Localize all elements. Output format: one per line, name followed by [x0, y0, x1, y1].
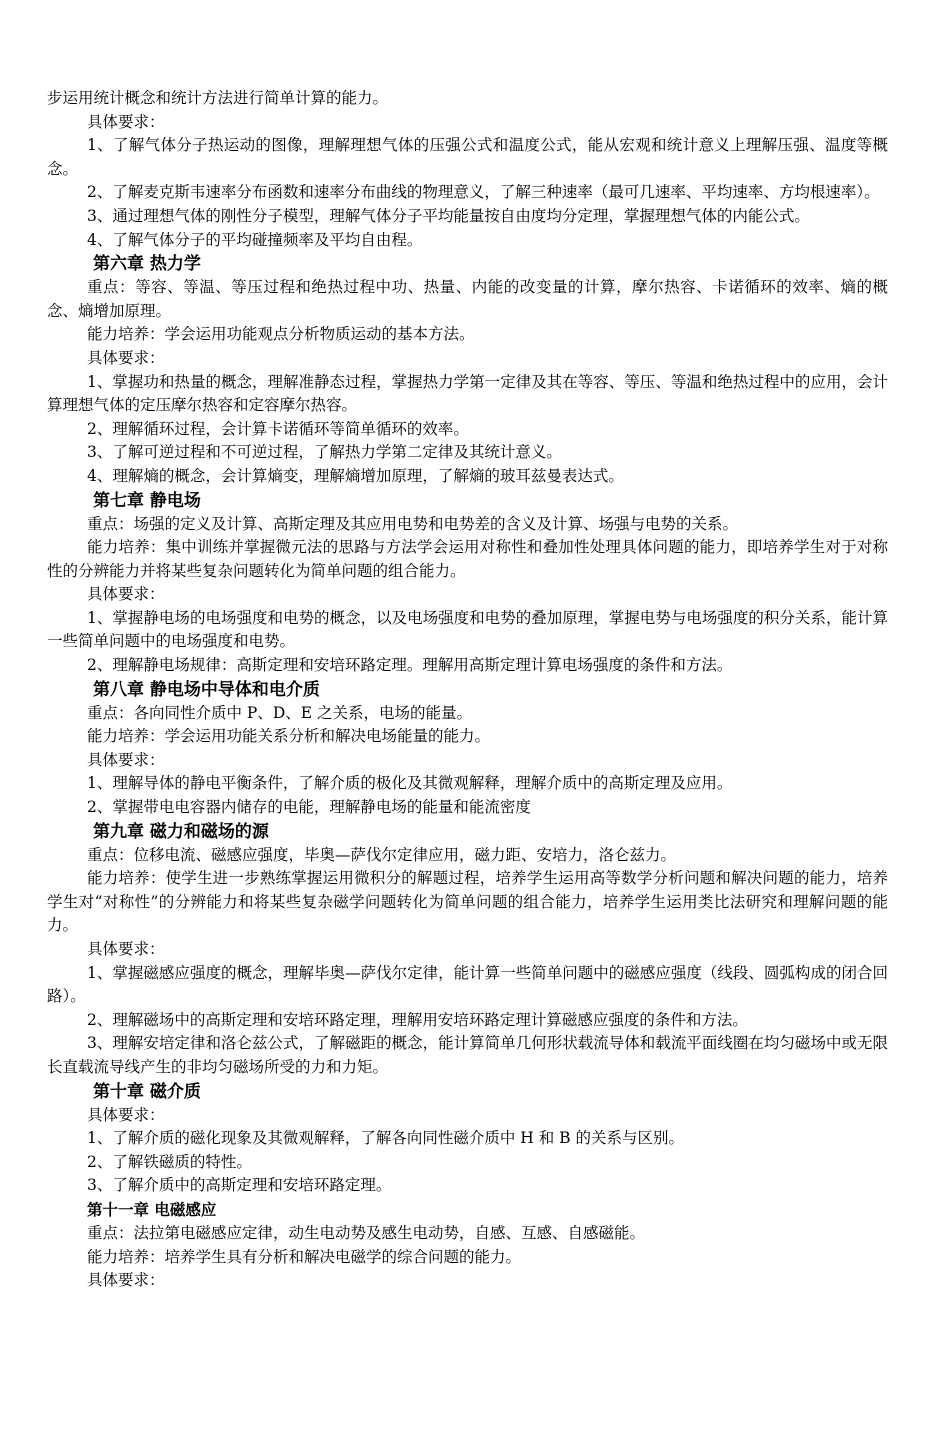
ch8-item-1: 1、理解导体的静电平衡条件，了解介质的极化及其微观解释，理解介质中的高斯定理及应用。: [87, 774, 733, 793]
ch11-key-points: 重点：法拉第电磁感应定律，动生电动势及感生电动势，自感、互感、自感磁能。: [87, 1223, 646, 1242]
ch7-ability: 能力培养：集中训练并掌握微元法的思路与方法学会运用对称性和叠加性处理具体问题的能力，即培养学生对于对称性的分辨能力并将某些复杂问题转化为简单问题的组合能力。: [47, 538, 888, 580]
ch5-item-1: 1、了解气体分子热运动的图像，理解理想气体的压强公式和温度公式，能从宏观和统计意义上理解压强、温度等概念。: [47, 136, 888, 178]
ch6-item-4: 4、理解熵的概念，会计算熵变，理解熵增加原理，了解熵的玻耳兹曼表达式。: [87, 466, 624, 485]
ch10-title: 第十章 磁介质: [93, 1081, 201, 1102]
ch9-item-3: 3、理解安培定律和洛仑兹公式，了解磁距的概念，能计算简单几何形状载流导体和载流平面线圈在均匀磁场中或无限长直载流导线产生的非均匀磁场所受的力和力矩。: [47, 1034, 888, 1076]
ch11-title: 第十一章 电磁感应: [87, 1200, 217, 1219]
ch10-requirements-label: 具体要求：: [87, 1105, 165, 1124]
ch9-key-points: 重点：位移电流、磁感应强度，毕奥—萨伐尔定律应用，磁力距、安培力，洛仑兹力。: [87, 845, 677, 864]
ch5-requirements-label: 具体要求：: [87, 112, 165, 131]
ch10-item-3: 3、了解介质中的高斯定理和安培环路定理。: [87, 1176, 392, 1195]
ch9-title: 第九章 磁力和磁场的源: [93, 821, 269, 842]
ch7-key-points: 重点：场强的定义及计算、高斯定理及其应用电势和电势差的含义及计算、场强与电势的关系。: [87, 514, 739, 533]
ch6-title: 第六章 热力学: [93, 254, 201, 275]
ch8-key-points: 重点：各向同性介质中 P、D、E 之关系，电场的能量。: [87, 703, 473, 722]
ch8-title: 第八章 静电场中导体和电介质: [93, 679, 320, 700]
ch6-item-3: 3、了解可逆过程和不可逆过程，了解热力学第二定律及其统计意义。: [87, 443, 562, 462]
ch6-ability: 能力培养：学会运用功能观点分析物质运动的基本方法。: [87, 325, 475, 344]
ch5-item-4: 4、了解气体分子的平均碰撞频率及平均自由程。: [87, 230, 423, 249]
ch9-requirements-label: 具体要求：: [87, 940, 165, 958]
ch6-requirements-label: 具体要求：: [87, 348, 165, 367]
ch8-item-2: 2、掌握带电电容器内储存的电能，理解静电场的能量和能流密度: [87, 798, 531, 817]
ch7-item-2: 2、理解静电场规律：高斯定理和安培环路定理。理解用高斯定理计算电场强度的条件和方法。: [87, 656, 733, 675]
ch5-item-2: 2、了解麦克斯韦速率分布函数和速率分布曲线的物理意义，了解三种速率（最可几速率、平均速率、方均根速率）。: [87, 183, 880, 202]
intro-line: 步运用统计概念和统计方法进行简单计算的能力。: [47, 89, 389, 107]
ch10-item-1: 1、了解介质的磁化现象及其微观解释，了解各向同性磁介质中 H 和 B 的关系与区别。: [87, 1129, 684, 1148]
ch11-ability: 能力培养：培养学生具有分析和解决电磁学的综合问题的能力。: [87, 1247, 522, 1266]
ch7-title: 第七章 静电场: [93, 490, 201, 511]
ch7-requirements-label: 具体要求：: [87, 585, 165, 604]
ch9-ability: 能力培养：使学生进一步熟练掌握运用微积分的解题过程，培养学生运用高等数学分析问题和解决问题的能力，培养学生对“对称性”的分辨能力和将某些复杂磁学问题转化为简单问题的组合能力，培养学生运用类比法研究和理解问题的能力。: [47, 869, 888, 935]
ch11-requirements-label: 具体要求：: [87, 1271, 165, 1290]
ch5-item-3: 3、通过理想气体的刚性分子模型，理解气体分子平均能量按自由度均分定理，掌握理想气体的内能公式。: [87, 206, 810, 225]
ch9-item-2: 2、理解磁场中的高斯定理和安培环路定理，理解用安培环路定理计算磁感应强度的条件和方法。: [87, 1010, 748, 1029]
ch6-key-points: 重点：等容、等温、等压过程和绝热过程中功、热量、内能的改变量的计算，摩尔热容、卡诺循环的效率、熵的概念、熵增加原理。: [47, 278, 888, 320]
ch6-item-1: 1、掌握功和热量的概念，理解准静态过程，掌握热力学第一定律及其在等容、等压、等温和绝热过程中的应用，会计算理想气体的定压摩尔热容和定容摩尔热容。: [47, 372, 888, 415]
ch9-item-1: 1、掌握磁感应强度的概念，理解毕奥—萨伐尔定律，能计算一些简单问题中的磁感应强度（线段、圆弧构成的闭合回路）。: [47, 963, 888, 1006]
ch10-item-2: 2、了解铁磁质的特性。: [87, 1152, 252, 1171]
ch8-requirements-label: 具体要求：: [87, 750, 165, 769]
ch7-item-1: 1、掌握静电场的电场强度和电势的概念，以及电场强度和电势的叠加原理，掌握电势与电场强度的积分关系，能计算一些简单问题中的电场强度和电势。: [47, 608, 888, 651]
ch6-item-2: 2、理解循环过程，会计算卡诺循环等简单循环的效率。: [87, 419, 469, 438]
ch8-ability: 能力培养：学会运用功能关系分析和解决电场能量的能力。: [87, 727, 491, 746]
